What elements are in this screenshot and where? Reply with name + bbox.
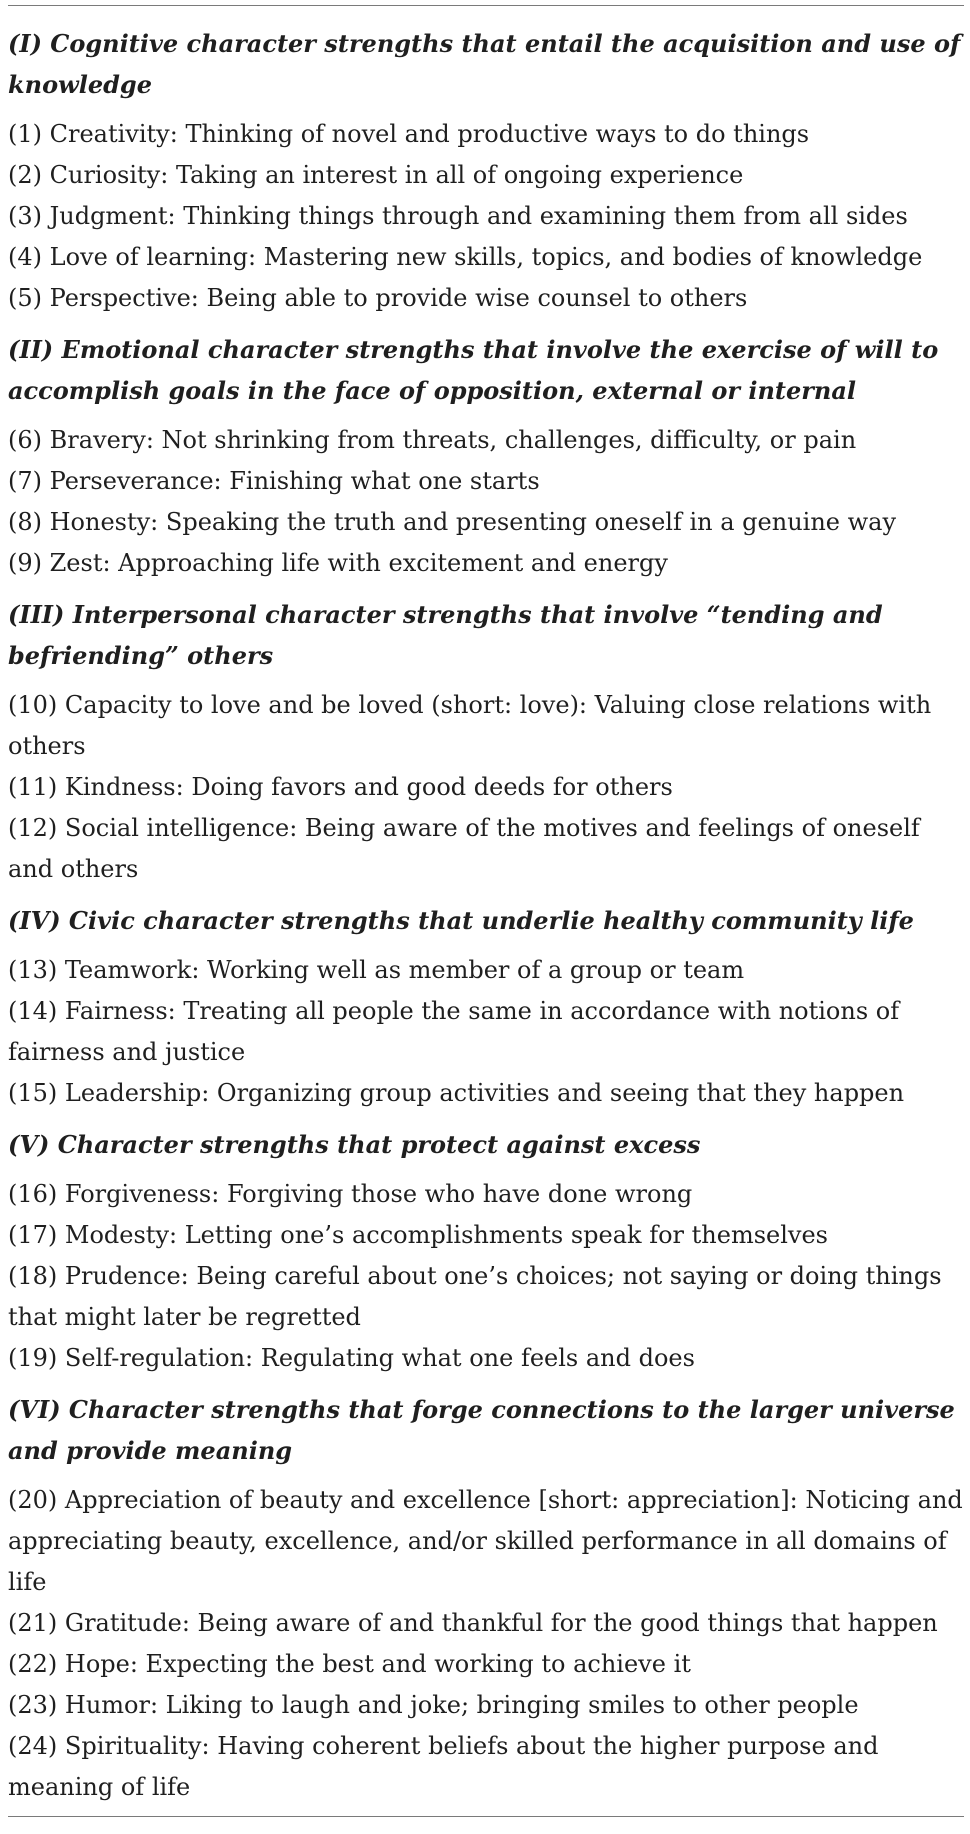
top-rule [8, 5, 964, 6]
section-heading: (I) Cognitive character strengths that entail the acquisition and use of knowledge [8, 29, 961, 99]
section-interpersonal [8, 594, 964, 890]
strength-item: (4) Love of learning: Mastering new skills, topics, and bodies of knowledge [8, 243, 923, 271]
strength-item: (9) Zest: Approaching life with excitement and energy [8, 549, 668, 577]
strength-item: (14) Fairness: Treating all people the same in accordance with notions of fairness and justice [8, 997, 900, 1066]
strength-item: (13) Teamwork: Working well as member of a group or team [8, 956, 745, 984]
strength-item: (12) Social intelligence: Being aware of the motives and feelings of oneself and others [8, 814, 920, 883]
section-heading: (V) Character strengths that protect against excess [8, 1130, 701, 1159]
strength-item: (22) Hope: Expecting the best and working to achieve it [8, 1650, 691, 1678]
strength-item: (10) Capacity to love and be loved (short: love): Valuing close relations with others [8, 691, 932, 760]
strength-item: (7) Perseverance: Finishing what one starts [8, 467, 540, 495]
section-cognitive [8, 23, 964, 319]
strength-item: (17) Modesty: Letting one’s accomplishments speak for themselves [8, 1221, 828, 1249]
strength-item: (8) Honesty: Speaking the truth and presenting oneself in a genuine way [8, 508, 897, 536]
strength-item: (21) Gratitude: Being aware of and thankful for the good things that happen [8, 1609, 938, 1637]
strength-item: (2) Curiosity: Taking an interest in all of ongoing experience [8, 161, 744, 189]
strength-item: (5) Perspective: Being able to provide wise counsel to others [8, 284, 748, 312]
strength-item: (23) Humor: Liking to laugh and joke; bringing smiles to other people [8, 1691, 859, 1719]
section-emotional [8, 329, 964, 584]
section-heading: (IV) Civic character strengths that underlie healthy community life [8, 906, 914, 935]
section-transcendence [8, 1389, 964, 1808]
bottom-rule [8, 1816, 964, 1817]
strength-item: (19) Self-regulation: Regulating what one feels and does [8, 1344, 695, 1372]
strength-item: (20) Appreciation of beauty and excellence [short: appreciation]: Noticing and appreciating beauty, excellence, and/or skilled performance in all domains of life [8, 1486, 963, 1596]
strength-item: (6) Bravery: Not shrinking from threats, challenges, difficulty, or pain [8, 426, 857, 454]
strength-item: (24) Spirituality: Having coherent beliefs about the higher purpose and meaning of life [8, 1732, 879, 1801]
strength-item: (15) Leadership: Organizing group activities and seeing that they happen [8, 1079, 905, 1107]
strength-item: (1) Creativity: Thinking of novel and productive ways to do things [8, 120, 810, 148]
strength-item: (18) Prudence: Being careful about one’s choices; not saying or doing things that might later be regretted [8, 1262, 942, 1331]
strength-item: (3) Judgment: Thinking things through and examining them from all sides [8, 202, 908, 230]
section-heading: (III) Interpersonal character strengths that involve “tending and befriending” others [8, 600, 883, 670]
section-heading: (II) Emotional character strengths that involve the exercise of will to accomplish goals in the face of opposition, external or internal [8, 335, 939, 405]
strength-item: (11) Kindness: Doing favors and good deeds for others [8, 773, 673, 801]
character-strengths-table [8, 23, 964, 1808]
section-excess [8, 1124, 964, 1379]
document-page [0, 5, 970, 1834]
strength-item: (16) Forgiveness: Forgiving those who have done wrong [8, 1180, 693, 1208]
section-civic [8, 900, 964, 1114]
section-heading: (VI) Character strengths that forge connections to the larger universe and provide meaning [8, 1395, 955, 1465]
